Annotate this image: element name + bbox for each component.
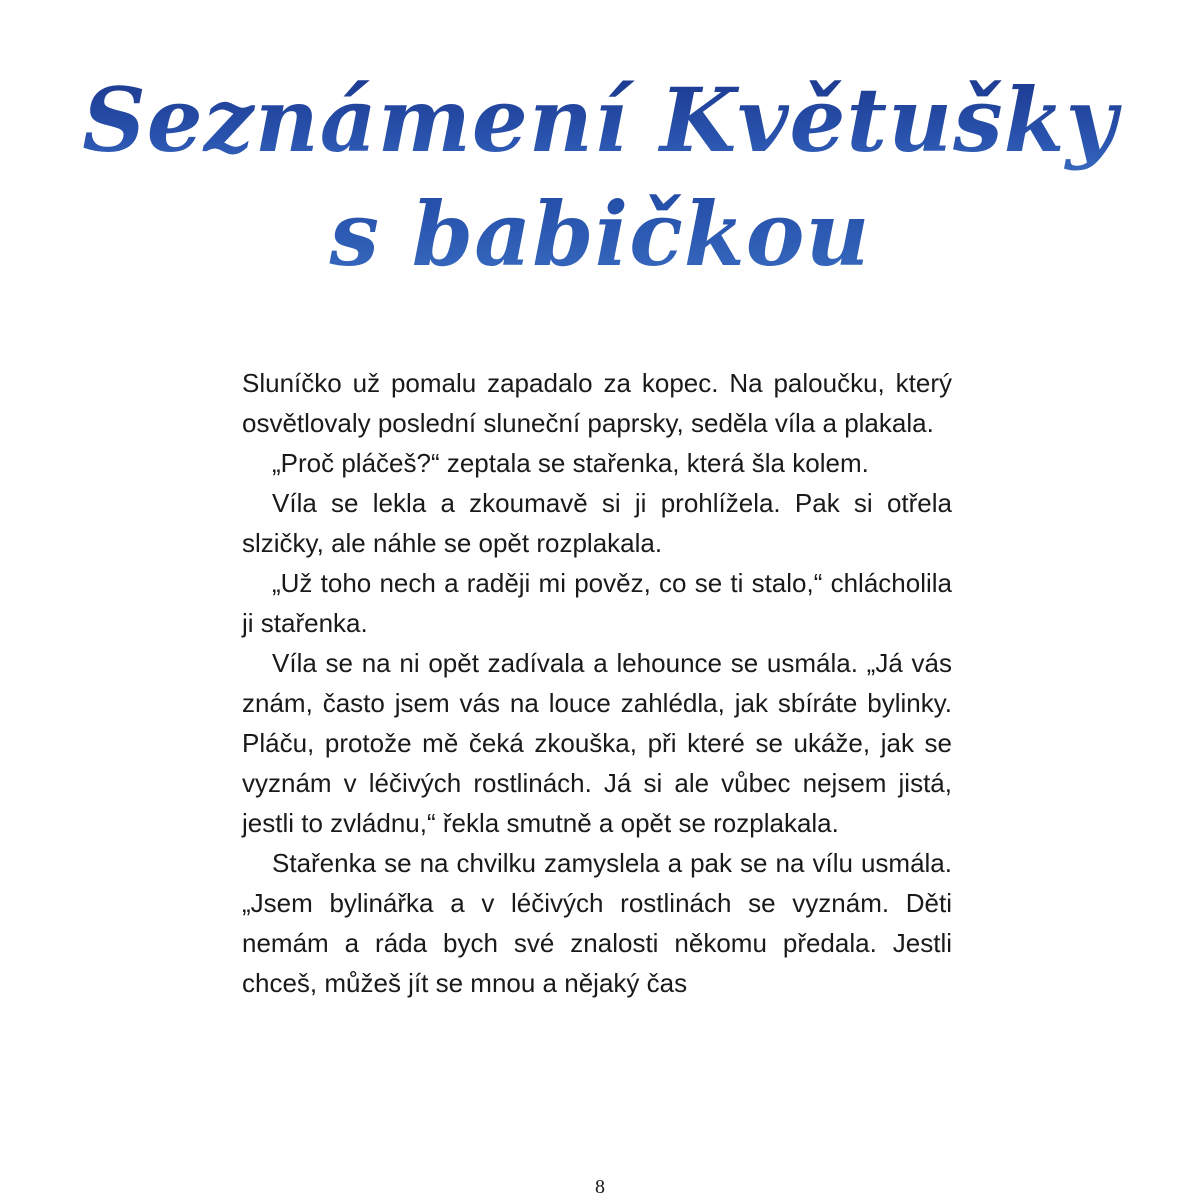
- paragraph: Víla se na ni opět zadívala a lehounce se usmála. „Já vás znám, často jsem vás na louce zahlédla, jak sbíráte bylinky. Pláču, protože mě čeká zkouška, při které se ukáže, jak se vyznám v léčivých rostlinách. Já si ale vůbec nejsem jistá, jestli to zvládnu,“ řekla smutně a opět se rozplakala.: [242, 648, 952, 838]
- chapter-title-line-2: s babičkou: [0, 177, 1200, 291]
- paragraph: Stařenka se na chvilku zamyslela a pak se na vílu usmála. „Jsem bylinářka a v léčivých rostlinách se vyznám. Děti nemám a ráda bych své znalosti někomu předala. Jestli chceš, můžeš jít se mnou a nějaký čas: [242, 848, 952, 998]
- paragraph: „Proč pláčeš?“ zeptala se stařenka, která šla kolem.: [272, 448, 869, 478]
- paragraph: Víla se lekla a zkoumavě si ji prohlížela. Pak si otřela slzičky, ale náhle se opět rozplakala.: [242, 488, 952, 558]
- page-number: 8: [595, 1176, 605, 1198]
- paragraph: Sluníčko už pomalu zapadalo za kopec. Na paloučku, který osvětlovaly poslední sluneční paprsky, seděla víla a plakala.: [242, 368, 952, 438]
- chapter-body: [242, 363, 952, 1003]
- chapter-title-line-1: Seznámení Květušky: [0, 63, 1200, 177]
- chapter-title: [0, 63, 1200, 291]
- paragraph: „Už toho nech a raději mi pověz, co se ti stalo,“ chlácholila ji stařenka.: [242, 568, 952, 638]
